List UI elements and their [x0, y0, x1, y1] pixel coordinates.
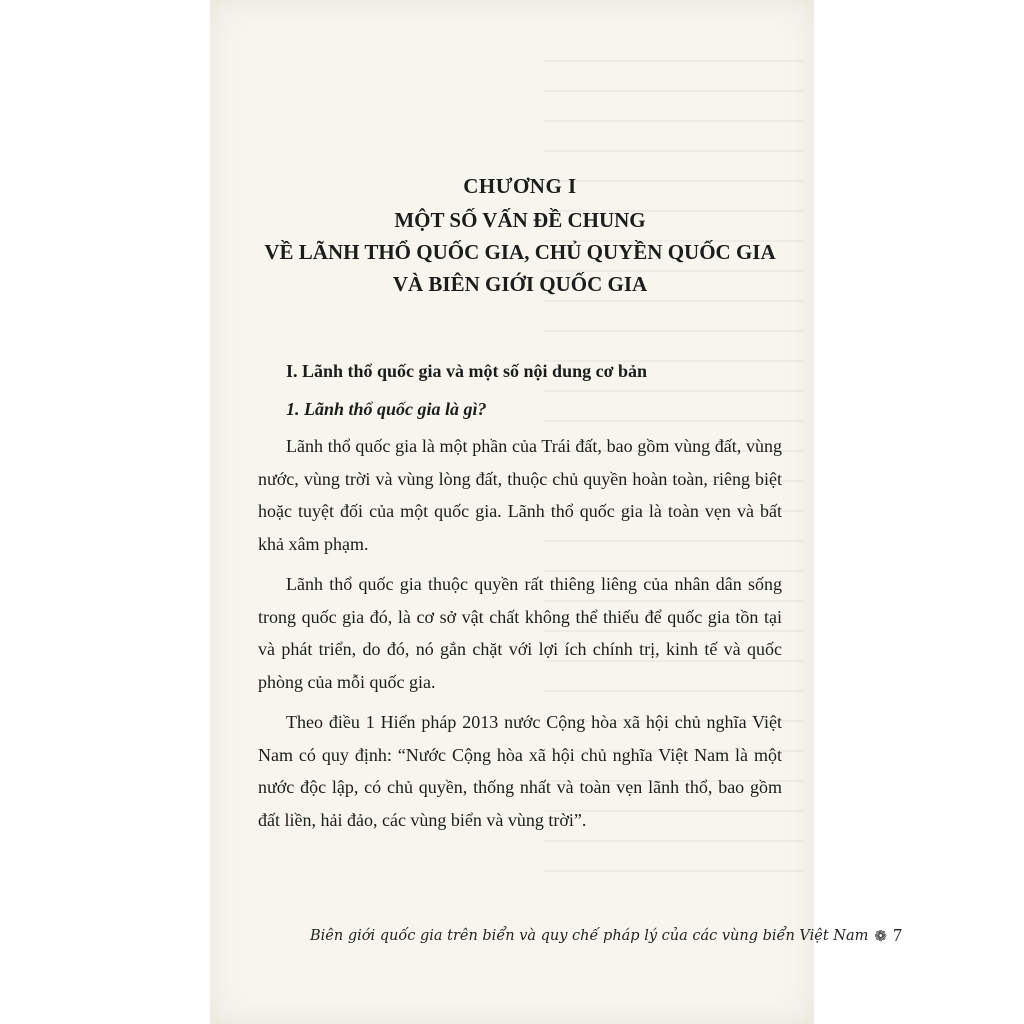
book-page [210, 0, 902, 1024]
section-heading: I. Lãnh thổ quốc gia và một số nội dung cơ bản [286, 361, 648, 381]
paragraph-3: Theo điều 1 Hiến pháp 2013 nước Cộng hòa xã hội chủ nghĩa Việt Nam có quy định: “Nước Cộng hòa xã hội chủ nghĩa Việt Nam là một nước độc lập, có chủ quyền, thống nhất và toàn vẹn lãnh thổ, bao gồm đất liền, hải đảo, các vùng biển và vùng trời”. [258, 712, 782, 830]
flower-ornament-icon: ❁ [874, 926, 887, 945]
page-content [258, 170, 782, 836]
running-title: Biên giới quốc gia trên biển và quy chế pháp lý của các vùng biển Việt Nam [310, 927, 869, 944]
subsection-heading: 1. Lãnh thổ quốc gia là gì? [286, 399, 487, 419]
chapter-title-line-2: VỀ LÃNH THỔ QUỐC GIA, CHỦ QUYỀN QUỐC GIA [264, 240, 776, 264]
page-number: 7 [892, 925, 902, 945]
chapter-label: CHƯƠNG I [463, 174, 577, 198]
paragraph-2: Lãnh thổ quốc gia thuộc quyền rất thiêng liêng của nhân dân sống trong quốc gia đó, là cơ sở vật chất không thể thiếu để quốc gia tồn tại và phát triển, do đó, nó gắn chặt với lợi ích chính trị, kinh tế và quốc phòng của mỗi quốc gia. [258, 574, 782, 692]
paragraph-1: Lãnh thổ quốc gia là một phần của Trái đất, bao gồm vùng đất, vùng nước, vùng trời và vùng lòng đất, thuộc chủ quyền hoàn toàn, riêng biệt hoặc tuyệt đối của một quốc gia. Lãnh thổ quốc gia là toàn vẹn và bất khả xâm phạm. [258, 436, 782, 554]
chapter-title-line-3: VÀ BIÊN GIỚI QUỐC GIA [392, 272, 648, 296]
running-footer [310, 925, 902, 946]
chapter-title-line-1: MỘT SỐ VẤN ĐỀ CHUNG [394, 208, 646, 232]
